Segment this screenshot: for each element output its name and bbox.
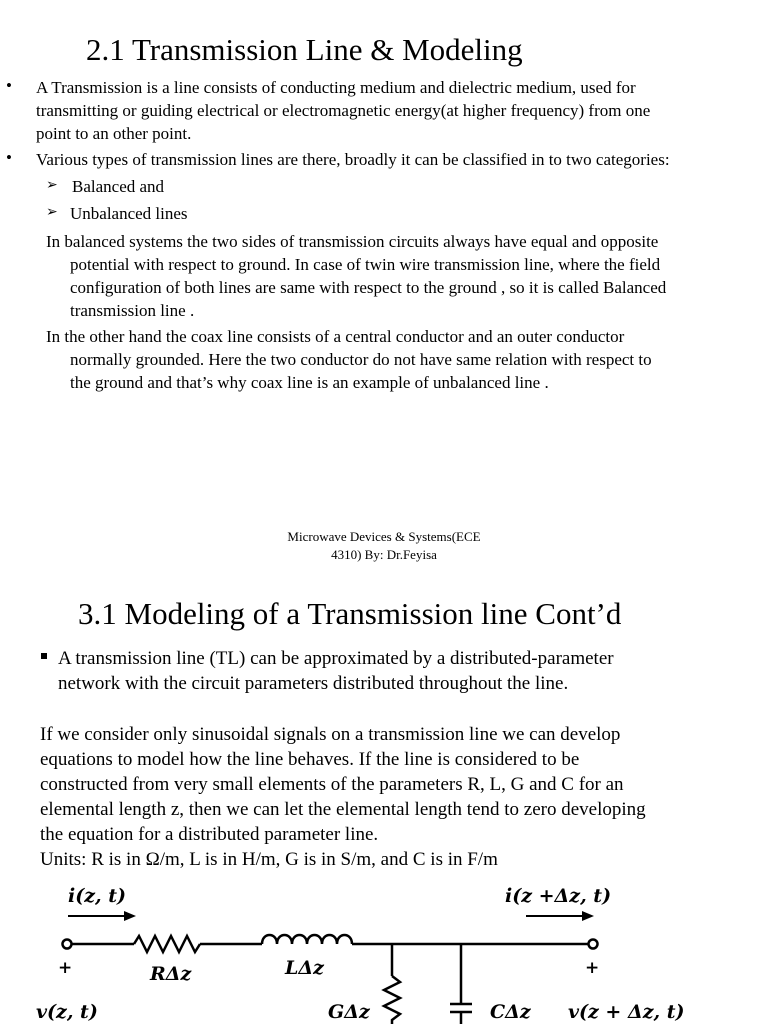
sub-arrow-icon: ➢ bbox=[46, 205, 58, 220]
bullet1-line: transmitting or guiding electrical or electromagnetic energy(at higher frequency) from one bbox=[36, 101, 651, 120]
sub-arrow-icon: ➢ bbox=[46, 178, 58, 193]
bullet2-text: Various types of transmission lines are there, broadly it can be classified in to two categories: bbox=[36, 150, 670, 169]
slide2-bullet-text bbox=[58, 646, 614, 696]
current-arrow-left-icon bbox=[68, 911, 136, 921]
para-line: In the other hand the coax line consists of a central conductor and an outer conductor bbox=[46, 327, 625, 346]
bullet-dot-2: • bbox=[6, 148, 12, 167]
slide2-paragraph bbox=[40, 722, 646, 872]
square-bullet-icon bbox=[41, 653, 47, 659]
voltage-label-right: v(z + Δz, t) bbox=[568, 1001, 685, 1023]
footer-line: Microwave Devices & Systems(ECE bbox=[287, 529, 481, 544]
sub-item-unbalanced: Unbalanced lines bbox=[70, 204, 188, 223]
plus-right: + bbox=[585, 958, 600, 978]
conductance-label: GΔz bbox=[328, 1001, 370, 1023]
bullet1-line: point to an other point. bbox=[36, 124, 192, 143]
bullet-line: A transmission line (TL) can be approximated by a distributed-parameter bbox=[58, 648, 614, 669]
current-label-left: i(z, t) bbox=[68, 885, 126, 907]
para-line: normally grounded. Here the two conductor do not have same relation with respect to bbox=[70, 350, 652, 369]
footer-line: 4310) By: Dr.Feyisa bbox=[331, 547, 437, 562]
slide2-title: 3.1 Modeling of a Transmission line Cont’d bbox=[78, 596, 622, 631]
inductor-label: LΔz bbox=[285, 957, 324, 979]
sub-item-balanced: Balanced and bbox=[72, 177, 165, 196]
bullet-dot-1: • bbox=[6, 76, 12, 95]
slide-footer bbox=[0, 528, 768, 564]
para-line: transmission line . bbox=[70, 301, 195, 320]
para-coax bbox=[46, 325, 652, 394]
slide1-title: 2.1 Transmission Line & Modeling bbox=[86, 32, 523, 67]
para-line: constructed from very small elements of the parameters R, L, G and C for an bbox=[40, 774, 624, 795]
resistor-label: RΔz bbox=[150, 963, 192, 985]
plus-left: + bbox=[58, 958, 73, 978]
para-line: In balanced systems the two sides of transmission circuits always have equal and opposite bbox=[46, 232, 659, 251]
para-balanced bbox=[46, 230, 666, 322]
units-line: Units: R is in Ω/m, L is in H/m, G is in S/m, and C is in F/m bbox=[40, 849, 498, 870]
para-line: the equation for a distributed parameter line. bbox=[40, 824, 379, 845]
para-line: configuration of both lines are same with respect to the ground , so it is called Balanced bbox=[70, 278, 667, 297]
bullet1-line: A Transmission is a line consists of conducting medium and dielectric medium, used for bbox=[36, 78, 636, 97]
bullet1-text bbox=[36, 76, 650, 145]
current-arrow-right-icon bbox=[526, 911, 594, 921]
transmission-line-circuit bbox=[0, 876, 768, 1024]
capacitance-label: CΔz bbox=[490, 1001, 531, 1023]
current-label-right: i(z +Δz, t) bbox=[505, 885, 612, 907]
para-line: potential with respect to ground. In case of twin wire transmission line, where the field bbox=[70, 255, 661, 274]
para-line: equations to model how the line behaves. If the line is considered to be bbox=[40, 749, 580, 770]
bullet-line: network with the circuit parameters distributed throughout the line. bbox=[58, 673, 569, 694]
para-line: If we consider only sinusoidal signals on a transmission line we can develop bbox=[40, 724, 621, 745]
voltage-label-left: v(z, t) bbox=[36, 1001, 98, 1023]
para-line: elemental length z, then we can let the elemental length tend to zero developing bbox=[40, 799, 646, 820]
para-line: the ground and that’s why coax line is an example of unbalanced line . bbox=[70, 373, 549, 392]
